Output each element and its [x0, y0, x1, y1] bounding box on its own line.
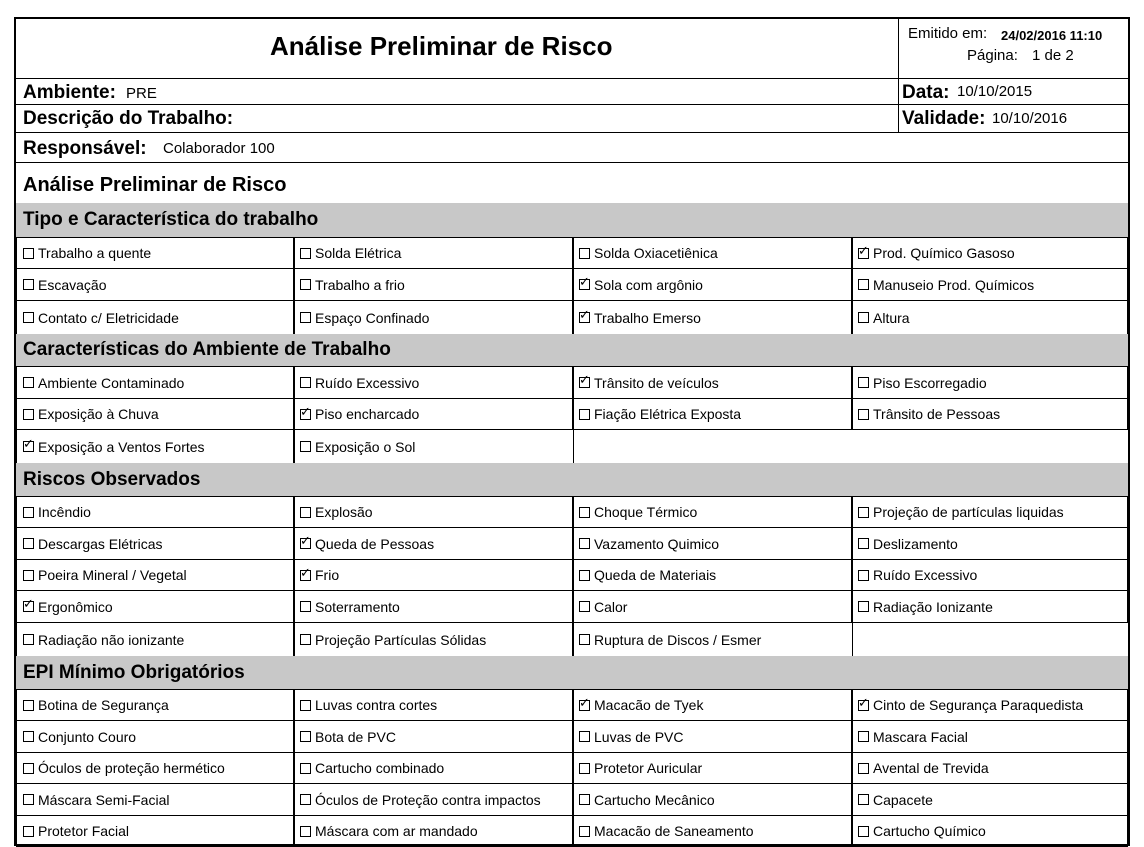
checked-checkbox[interactable] — [300, 570, 311, 581]
checklist-item[interactable] — [851, 237, 1128, 269]
checkbox[interactable] — [23, 826, 34, 837]
checkbox[interactable] — [858, 763, 869, 774]
checklist-item[interactable] — [16, 559, 295, 591]
checklist-item[interactable] — [16, 590, 295, 623]
checkbox[interactable] — [23, 731, 34, 742]
checklist-item[interactable] — [293, 237, 574, 269]
checklist-item-label: Vazamento Quimico — [594, 535, 720, 552]
checklist-item-label: Incêndio — [38, 504, 91, 520]
checked-checkbox[interactable] — [300, 538, 311, 549]
checklist-item-label: Ergonômico — [38, 598, 113, 615]
checked-checkbox[interactable] — [579, 377, 590, 388]
checklist-item[interactable] — [16, 268, 295, 301]
risk-analysis-form — [14, 17, 1130, 846]
checked-checkbox[interactable] — [300, 409, 311, 420]
checkbox[interactable] — [23, 794, 34, 805]
checklist-item-label: Ruptura de Discos / Esmer — [594, 631, 762, 648]
section-header: Riscos Observados — [16, 463, 1128, 496]
checklist-item[interactable] — [293, 815, 574, 847]
checklist-item[interactable] — [572, 496, 853, 528]
checklist-item[interactable] — [293, 398, 574, 430]
checkbox[interactable] — [579, 409, 590, 420]
checkbox[interactable] — [300, 248, 311, 259]
checkbox[interactable] — [23, 248, 34, 259]
checklist-item-label: Projeção Partículas Sólidas — [315, 631, 487, 648]
checklist-item[interactable] — [16, 496, 295, 528]
checklist-item[interactable] — [851, 752, 1128, 784]
checklist-item[interactable] — [851, 300, 1128, 335]
checklist-item-label: Protetor Facial — [38, 823, 130, 839]
descricao-label: Descrição do Trabalho: — [23, 108, 234, 129]
checkbox[interactable] — [858, 731, 869, 742]
checkbox[interactable] — [23, 279, 34, 290]
checklist-item-label: Botina de Segurança — [38, 697, 169, 713]
checklist-item[interactable] — [572, 815, 853, 847]
emitido-value: 24/02/2016 11:10 — [1001, 28, 1103, 43]
checklist-item-label: Ruído Excessivo — [873, 567, 978, 583]
checklist-item-label: Óculos de Proteção contra impactos — [315, 791, 541, 808]
checklist-item-label: Deslizamento — [873, 535, 958, 552]
checklist-item-label: Cartucho Químico — [873, 823, 986, 839]
checked-checkbox[interactable] — [579, 700, 590, 711]
checklist-item[interactable] — [572, 237, 853, 269]
checklist-item[interactable] — [293, 622, 574, 657]
checklist-item-label: Ruído Excessivo — [315, 374, 420, 391]
checklist-item-label: Sola com argônio — [594, 276, 703, 293]
checklist-item[interactable] — [16, 689, 295, 721]
checklist-item-label: Exposição à Chuva — [38, 406, 159, 422]
checklist-item-label: Soterramento — [315, 598, 400, 615]
checklist-item-label: Trabalho a frio — [315, 276, 405, 293]
checklist-item-label: Frio — [315, 567, 340, 583]
checklist-item-label: Radiação Ionizante — [873, 598, 993, 615]
checklist-item[interactable] — [572, 720, 853, 753]
pagina-label: Página: — [967, 47, 1018, 64]
checklist-item[interactable] — [851, 496, 1128, 528]
checklist-item[interactable] — [851, 815, 1128, 847]
checklist-item[interactable] — [16, 398, 295, 430]
checklist-item-label: Solda Oxiacetiênica — [594, 245, 718, 261]
section-subtitle: Análise Preliminar de Risco — [23, 174, 287, 196]
checkbox[interactable] — [23, 507, 34, 518]
checkbox[interactable] — [300, 763, 311, 774]
checkbox[interactable] — [858, 826, 869, 837]
checklist-item[interactable] — [572, 590, 853, 623]
ambiente-value: PRE — [126, 85, 157, 102]
checkbox[interactable] — [579, 570, 590, 581]
checklist-item-label: Cinto de Segurança Paraquedista — [873, 697, 1084, 713]
checklist-item[interactable] — [572, 783, 853, 816]
responsavel-label: Responsável: — [23, 138, 147, 159]
checklist-item-label: Máscara com ar mandado — [315, 823, 478, 839]
responsavel-value: Colaborador 100 — [163, 140, 275, 157]
divider — [16, 78, 1128, 79]
checkbox[interactable] — [858, 507, 869, 518]
checkbox[interactable] — [300, 507, 311, 518]
checklist-item-label: Queda de Materiais — [594, 567, 717, 583]
checkbox[interactable] — [300, 377, 311, 388]
checklist-item-label: Mascara Facial — [873, 728, 968, 745]
checklist-item[interactable] — [293, 366, 574, 399]
checkbox[interactable] — [579, 634, 590, 645]
checkbox[interactable] — [579, 538, 590, 549]
checkbox[interactable] — [300, 634, 311, 645]
section-header: Características do Ambiente de Trabalho — [16, 334, 1128, 366]
checklist-item-label: Calor — [594, 598, 628, 615]
validade-label: Validade: — [902, 108, 986, 129]
pagina-value: 1 de 2 — [1032, 47, 1074, 64]
checklist-item[interactable] — [293, 783, 574, 816]
checklist-item[interactable] — [572, 527, 853, 560]
checklist-item[interactable] — [572, 366, 853, 399]
checklist-item[interactable] — [572, 752, 853, 784]
checkbox[interactable] — [300, 700, 311, 711]
checkbox[interactable] — [858, 601, 869, 612]
checklist-item[interactable] — [16, 237, 295, 269]
checklist-item-label: Conjunto Couro — [38, 728, 137, 745]
checklist-item[interactable] — [851, 527, 1128, 560]
checklist-item-label: Luvas de PVC — [594, 728, 684, 745]
checklist-item-label: Macacão de Tyek — [594, 697, 704, 713]
checklist-item[interactable] — [293, 268, 574, 301]
ambiente-label: Ambiente: — [23, 82, 116, 103]
checklist-item-label: Piso encharcado — [315, 406, 420, 422]
checklist-item[interactable] — [293, 689, 574, 721]
checklist-item-label: Prod. Químico Gasoso — [873, 245, 1015, 261]
checked-checkbox[interactable] — [858, 700, 869, 711]
checkbox[interactable] — [23, 312, 34, 323]
checklist-item-label: Protetor Auricular — [594, 760, 703, 776]
checkbox[interactable] — [300, 312, 311, 323]
checklist-item[interactable] — [851, 398, 1128, 430]
checklist-item-label: Avental de Trevida — [873, 760, 989, 776]
checkbox[interactable] — [579, 763, 590, 774]
divider — [16, 132, 1128, 133]
checkbox[interactable] — [579, 826, 590, 837]
checklist-item-label: Solda Elétrica — [315, 245, 402, 261]
checked-checkbox[interactable] — [579, 279, 590, 290]
checklist-item-label: Altura — [873, 309, 910, 326]
page-title: Análise Preliminar de Risco — [270, 31, 613, 61]
checklist-item[interactable] — [851, 366, 1128, 399]
checklist-item[interactable] — [572, 268, 853, 301]
divider — [16, 104, 1128, 105]
checkbox[interactable] — [300, 826, 311, 837]
data-label: Data: — [902, 82, 950, 103]
checkbox[interactable] — [579, 731, 590, 742]
checklist-item-label: Piso Escorregadio — [873, 374, 987, 391]
checklist-item-label: Cartucho combinado — [315, 760, 445, 776]
checkbox[interactable] — [579, 794, 590, 805]
checklist-item-label: Exposição o Sol — [315, 438, 416, 455]
checklist-item-label: Cartucho Mecânico — [594, 791, 715, 808]
checklist-item-label: Macacão de Saneamento — [594, 823, 754, 839]
checklist-item[interactable] — [16, 429, 295, 464]
section-header: Tipo e Característica do trabalho — [16, 203, 1128, 237]
checklist-item-label: Radiação não ionizante — [38, 631, 185, 648]
checklist-item[interactable] — [572, 300, 853, 335]
checklist-item[interactable] — [851, 783, 1128, 816]
checkbox[interactable] — [23, 409, 34, 420]
checklist-item-label: Bota de PVC — [315, 728, 396, 745]
checklist-item-label: Projeção de partículas liquidas — [873, 504, 1064, 520]
checklist-item-label: Trabalho Emerso — [594, 309, 701, 326]
checkbox[interactable] — [300, 794, 311, 805]
checkbox[interactable] — [23, 634, 34, 645]
checkbox[interactable] — [300, 731, 311, 742]
checklist-item[interactable] — [851, 590, 1128, 623]
checklist-item-label: Ambiente Contaminado — [38, 374, 185, 391]
checkbox[interactable] — [858, 279, 869, 290]
checklist-item[interactable] — [572, 398, 853, 430]
data-value: 10/10/2015 — [957, 83, 1033, 100]
checkbox[interactable] — [858, 794, 869, 805]
checklist-item[interactable] — [851, 689, 1128, 721]
checklist-item[interactable] — [16, 622, 295, 657]
checklist-item[interactable] — [572, 689, 853, 721]
divider — [898, 19, 899, 132]
checkbox[interactable] — [23, 570, 34, 581]
checkbox[interactable] — [23, 538, 34, 549]
checklist-item[interactable] — [16, 783, 295, 816]
checklist-item-label: Capacete — [873, 791, 933, 808]
checklist-item[interactable] — [293, 559, 574, 591]
checklist-item-label: Trabalho a quente — [38, 245, 152, 261]
divider — [16, 162, 1128, 163]
checkbox[interactable] — [300, 441, 311, 452]
checkbox[interactable] — [858, 538, 869, 549]
checklist-item[interactable] — [16, 815, 295, 847]
checklist-item-label: Exposição a Ventos Fortes — [38, 438, 205, 455]
checked-checkbox[interactable] — [858, 248, 869, 259]
checklist-item[interactable] — [16, 527, 295, 560]
checklist-item[interactable] — [851, 268, 1128, 301]
checklist-item[interactable] — [293, 527, 574, 560]
checkbox[interactable] — [579, 248, 590, 259]
checklist-item[interactable] — [572, 559, 853, 591]
checked-checkbox[interactable] — [579, 312, 590, 323]
checklist-item[interactable] — [16, 752, 295, 784]
checkbox[interactable] — [858, 409, 869, 420]
checklist-item[interactable] — [16, 366, 295, 399]
checklist-item-label: Poeira Mineral / Vegetal — [38, 567, 187, 583]
checklist-item-label: Descargas Elétricas — [38, 535, 163, 552]
checkbox[interactable] — [579, 601, 590, 612]
checkbox[interactable] — [23, 763, 34, 774]
checklist-item-label: Contato c/ Eletricidade — [38, 309, 179, 326]
checkbox[interactable] — [858, 312, 869, 323]
checklist-item-label: Fiação Elétrica Exposta — [594, 406, 742, 422]
emitido-label: Emitido em: — [908, 25, 988, 42]
checklist-item-label: Luvas contra cortes — [315, 697, 438, 713]
checklist-item-label: Espaço Confinado — [315, 309, 430, 326]
checked-checkbox[interactable] — [23, 601, 34, 612]
checklist-item[interactable] — [293, 720, 574, 753]
checklist-item-label: Escavação — [38, 276, 107, 293]
checklist-item[interactable] — [293, 590, 574, 623]
checked-checkbox[interactable] — [23, 441, 34, 452]
checklist-item[interactable] — [293, 752, 574, 784]
checklist-item[interactable] — [293, 429, 574, 464]
checkbox[interactable] — [300, 601, 311, 612]
section-header: EPI Mínimo Obrigatórios — [16, 656, 1128, 689]
checkbox[interactable] — [23, 700, 34, 711]
checklist-item-label: Choque Térmico — [594, 504, 698, 520]
checklist-item[interactable] — [16, 300, 295, 335]
validade-value: 10/10/2016 — [992, 110, 1068, 127]
checklist-item-label: Trânsito de Pessoas — [873, 406, 1001, 422]
checkbox[interactable] — [300, 279, 311, 290]
checklist-item[interactable] — [851, 559, 1128, 591]
checkbox[interactable] — [23, 377, 34, 388]
checklist-item[interactable] — [572, 622, 853, 657]
checkbox[interactable] — [858, 377, 869, 388]
checklist-item[interactable] — [293, 496, 574, 528]
checklist-item-label: Trânsito de veículos — [594, 374, 719, 391]
checkbox[interactable] — [858, 570, 869, 581]
checklist-item-label: Máscara Semi-Facial — [38, 791, 170, 808]
checkbox[interactable] — [579, 507, 590, 518]
checklist-item[interactable] — [851, 720, 1128, 753]
checklist-item[interactable] — [16, 720, 295, 753]
checklist-item[interactable] — [293, 300, 574, 335]
checklist-item-label: Manuseio Prod. Químicos — [873, 276, 1035, 293]
checklist-item-label: Explosão — [315, 504, 373, 520]
checklist-item-label: Óculos de proteção hermético — [38, 760, 225, 776]
checklist-item-label: Queda de Pessoas — [315, 535, 435, 552]
